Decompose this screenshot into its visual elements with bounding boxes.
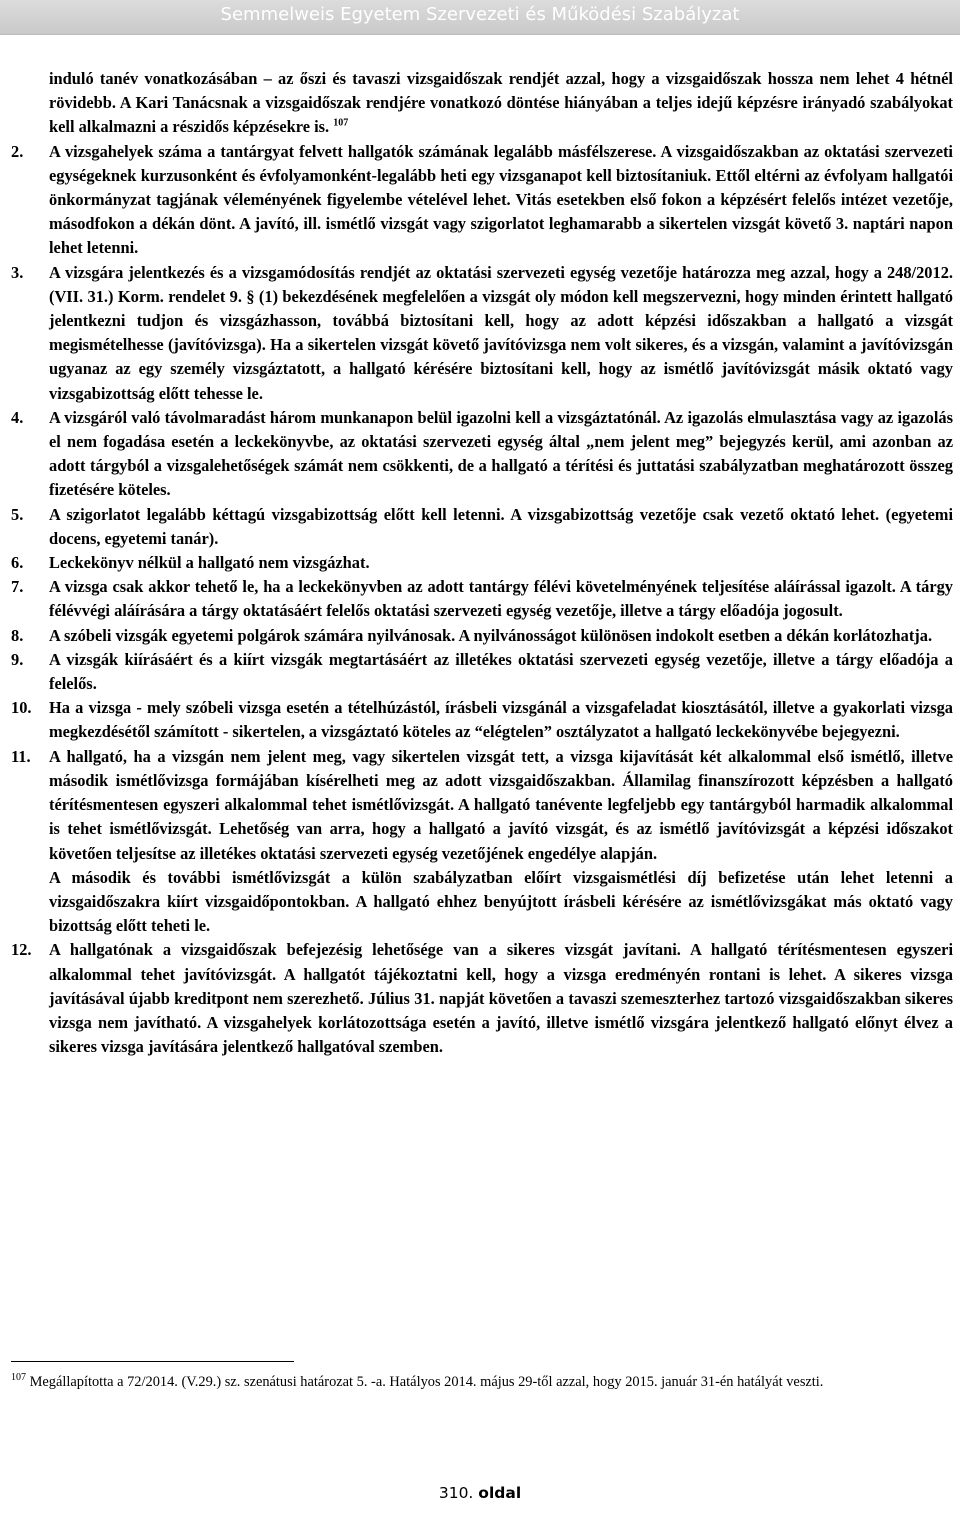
- footnote-text: Megállapította a 72/2014. (V.29.) sz. szenátusi határozat 5. -a. Hatályos 2014. május 29-től azzal, hogy 2015. január 31-én hatályát veszti.: [29, 1374, 824, 1390]
- item-number: 4.: [11, 407, 24, 427]
- footnote-number: 107: [11, 1372, 26, 1384]
- item-text: A szigorlatot legalább kéttagú vizsgabizottság előtt kell letenni. A vizsgabizottság vezetője csak vezető oktató lehet. (egyetemi docens, egyetemi tanár).: [49, 504, 953, 548]
- item-number: 2.: [11, 141, 24, 161]
- item-number: 5.: [11, 504, 24, 524]
- list-item: [11, 503, 953, 551]
- list-item: [11, 624, 953, 648]
- footnote: [11, 1372, 951, 1392]
- footnote-reference: 107: [333, 117, 349, 129]
- list-item: [11, 745, 953, 939]
- item-number: 6.: [11, 553, 24, 573]
- page-label: oldal: [478, 1484, 522, 1502]
- item-text: A vizsga csak akkor tehető le, ha a leckekönyvben az adott tantárgy félévi követelményének teljesítése aláírással igazolt. A tárgy félévvégi aláírására a tárgy oktatásáért felelős oktatási szervezeti egység vezetője, illetve a tárgy előadója jogosult.: [49, 577, 953, 621]
- page-number: 310.: [438, 1484, 474, 1502]
- intro-text: induló tanév vonatkozásában – az őszi és tavaszi vizsgaidőszak rendjét azzal, hogy a vizsgaidőszak hossza nem lehet 4 hétnél rövidebb. A Kari Tanácsnak a vizsgaidőszak rendjére vonatkozó döntése hiányában a teljes idejű képzésre irányadó szabályokat kell alkalmazni a részidős képzésekre is.: [49, 69, 953, 137]
- item-text: A szóbeli vizsgák egyetemi polgárok számára nyilvánosak. A nyilvánosságot különösen indokolt esetben a dékán korlátozhatja.: [49, 625, 933, 645]
- item-text: A vizsgáról való távolmaradást három munkanapon belül igazolni kell a vizsgáztatónál. Az igazolás elmulasztása vagy az igazolás el nem fogadása esetén a leckekönyvbe, az oktatási szervezeti egység által „nem jelent meg” bejegyzés kerül, ami azonban az adott tárgyból a vizsgalehetőségek számát nem csökkenti, de a hallgató a térítési és juttatási szabályzatban meghatározott összeg fizetésére köteles.: [49, 407, 953, 500]
- list-item: [11, 575, 953, 623]
- item-number: 10.: [11, 698, 32, 718]
- intro-paragraph: [49, 67, 953, 140]
- item-text: A hallgató, ha a vizsgán nem jelent meg, vagy sikertelen vizsgát tett, a vizsga kijavítását két alkalommal első ismétlő, illetve második ismétlővizsga formájában kísérelheti meg az adott vizsgaidőszakban. Államilag finanszírozott képzésben a hallgató térítésmentesen egyszeri alkalommal tehet ismétlővizsgát. A hallgató tanévente legfeljebb egy tantárgyból harmadik alkalommal is tehet ismétlővizsgát. Lehetőség van arra, hogy a hallgató a javító vizsgát, és az ismétlő javítóvizsgát a képzési időszakot követően teljesítse az illetékes oktatási szervezeti egység vezetőjének engedélye alapján.: [49, 746, 953, 863]
- item-text: Leckekönyv nélkül a hallgató nem vizsgázhat.: [49, 553, 370, 573]
- document-title: Semmelweis Egyetem Szervezeti és Működési Szabályzat: [220, 4, 740, 25]
- item-number: 7.: [11, 577, 24, 597]
- item-number: 11.: [11, 746, 31, 766]
- item-text: Ha a vizsga - mely szóbeli vizsga esetén a tételhúzástól, írásbeli vizsgánál a vizsgafeladat kiosztásától, illetve a gyakorlati vizsga megkezdésétől számított - sikertelen, a vizsgáztató köteles az “elégtelen” osztályzatot a hallgató leckekönyvébe bejegyezni.: [49, 698, 953, 742]
- footnote-divider: [11, 1361, 294, 1362]
- list-item: [11, 406, 953, 503]
- item-number: 9.: [11, 649, 24, 669]
- item-number: 12.: [11, 940, 32, 960]
- list-item: [11, 261, 953, 406]
- item-number: 8.: [11, 625, 24, 645]
- list-item: [11, 140, 953, 261]
- item-text: A hallgatónak a vizsgaidőszak befejezésig lehetősége van a sikeres vizsgát javítani. A hallgató térítésmentesen egyszeri alkalommal tehet javítóvizsgát. A hallgatót tájékoztatni kell, hogy a vizsga eredményén rontani is lehet. A sikeres vizsga javításával újabb kreditpont nem szerezhető. Július 31. napját követően a tavaszi szemeszterhez tartozó vizsgaidőszakban sikeres vizsga nem javítható. A vizsgahelyek korlátozottsága esetén a javító, illetve ismétlő vizsgára jelentkező hallgató előnyt élvez a sikeres vizsga javítására jelentkező hallgatóval szemben.: [49, 940, 953, 1057]
- item-number: 3.: [11, 262, 24, 282]
- page-header: [0, 0, 960, 35]
- page-footer: [0, 1484, 960, 1502]
- list-item: [11, 938, 953, 1059]
- list-item: [11, 696, 953, 744]
- item-text: A vizsgák kiírásáért és a kiírt vizsgák megtartásáért az illetékes oktatási szervezeti egység vezetője, illetve a tárgy előadója a felelős.: [49, 649, 953, 694]
- item-text: A vizsgára jelentkezés és a vizsgamódosítás rendjét az oktatási szervezeti egység vezetője határozza meg azzal, hogy a 248/2012. (VII. 31.) Korm. rendelet 9. § (1) bekezdésének megfelelően a vizsgát oly módon kell megszervezni, hogy minden érintett hallgató jelentkezni tudjon és vizsgázhasson, továbbá biztosítani kell, hogy az adott képzési időszakban a hallgató a vizsgát megismételhesse (javítóvizsga). Ha a sikertelen vizsgát követő javítóvizsga nem volt sikeres, és a vizsgán, valamint a javítóvizsgán ugyanaz az egy személy vizsgáztatott, a hallgató kérésére biztosítani kell, hogy az ismétlő javítóvizsgát másik oktató vagy vizsgabizottság előtt tehesse le.: [49, 262, 953, 403]
- list-item: [11, 648, 953, 696]
- item-text: A vizsgahelyek száma a tantárgyat felvett hallgatók számának legalább másfélszerese. A vizsgaidőszakban az oktatási szervezeti egységeknek kurzusonként és évfolyamonként-legalább heti egy vizsganapot kell biztosítaniuk. Ettől eltérni az évfolyam hallgatói önkormányzat tagjának véleményének figyelembe vételével lehet. Vitás esetekben első fokon a képzésért felelős intézet vezetője, másodfokon a dékán dönt. A javító, ill. ismétlő vizsgát vagy szigorlatot leghamarabb a sikertelen vizsgát követő 3. naptári napon lehet letenni.: [49, 141, 953, 258]
- document-body: [11, 67, 953, 1059]
- list-item: [11, 551, 953, 575]
- item-text-continued: A második és további ismétlővizsgát a külön szabályzatban előírt vizsgaismétlési díj befizetése után lehet letenni a vizsgaidőszakra kiírt vizsgaidőpontokban. A hallgató ehhez benyújtott írásbeli kérésére az ismétlővizsgákat más oktató vagy bizottság előtt teheti le.: [49, 867, 953, 936]
